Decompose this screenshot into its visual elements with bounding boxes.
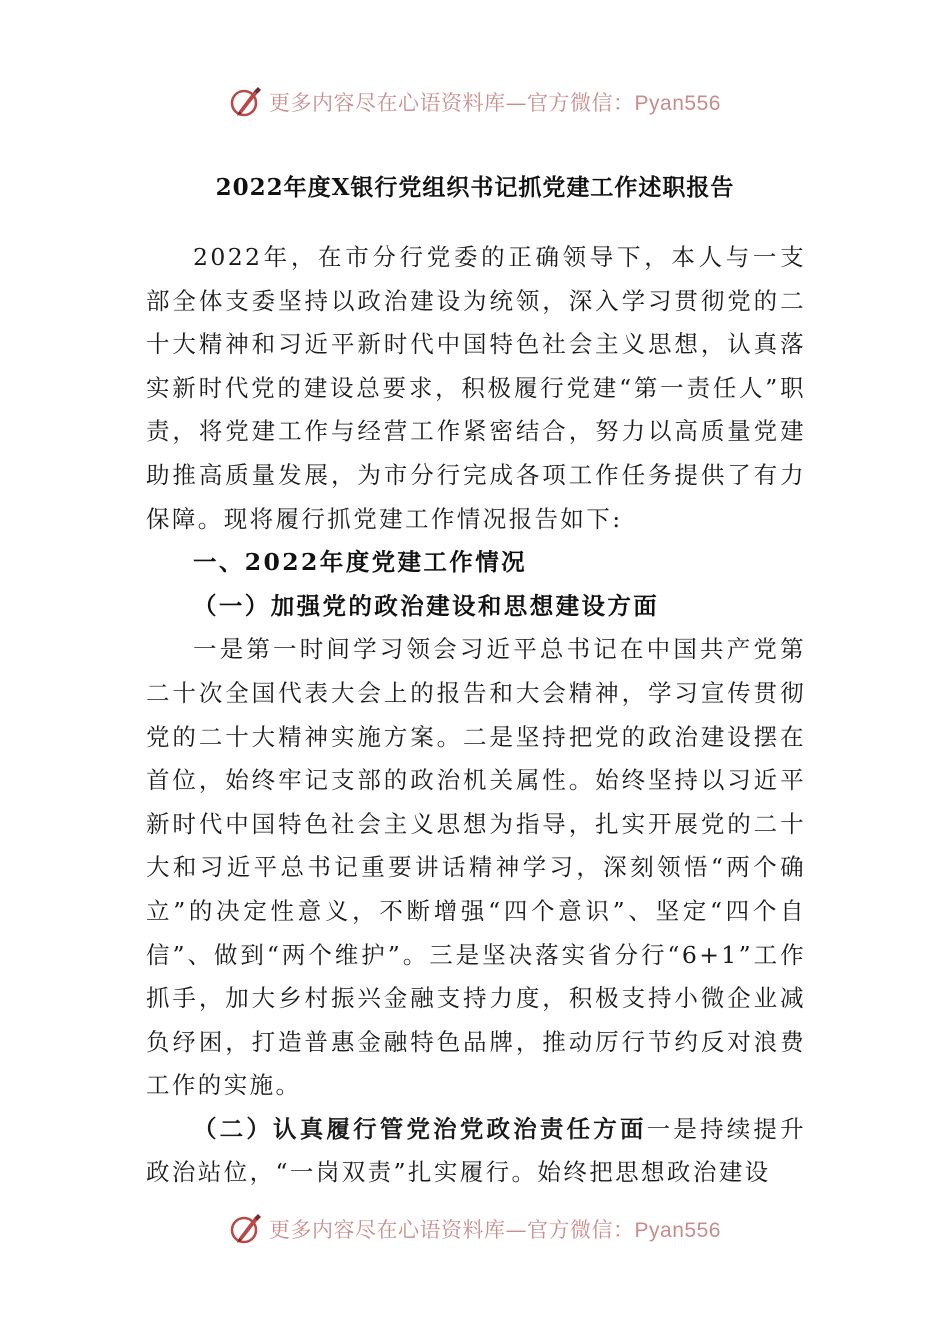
watermark-header — [0, 80, 950, 124]
pen-logo-icon — [229, 85, 263, 119]
section-heading: 一、2022年度党建工作情况 — [193, 548, 528, 577]
intro-paragraph: 2022年，在市分行党委的正确领导下，本人与一支部全体支委坚持以政治建设为统领，深入学习贯彻党的二十大精神和习近平新时代中国特色社会主义思想，认真落实新时代党的建设总要求，积极履行党建“第一责任人”职责，将党建工作与经营工作紧密结合，努力以高质量党建助推高质量发展，为市分行完成各项工作任务提供了有力保障。现将履行抓党建工作情况报告如下: — [146, 243, 806, 533]
document-body — [146, 236, 806, 1195]
subsection-paragraph-2 — [146, 1108, 806, 1195]
subsection-heading-inline: （二）认真履行管党治党政治责任方面 — [193, 1114, 647, 1143]
watermark-footer — [0, 1207, 950, 1251]
subsection-text: 一是持续提升政治站位，“一岗双责”扎实履行。始终把思想政治建设 — [146, 1114, 806, 1187]
pen-logo-icon — [229, 1212, 263, 1246]
watermark-text: 更多内容尽在心语资料库—官方微信：Pyan556 — [269, 91, 721, 115]
document-title: 2022年度X银行党组织书记抓党建工作述职报告 — [215, 174, 735, 201]
watermark-text: 更多内容尽在心语资料库—官方微信：Pyan556 — [269, 1218, 721, 1242]
subsection-heading: （一）加强党的政治建设和思想建设方面 — [193, 591, 660, 620]
subsection-paragraph: 一是第一时间学习领会习近平总书记在中国共产党第二十次全国代表大会上的报告和大会精神，学习宣传贯彻党的二十大精神实施方案。二是坚持把党的政治建设摆在首位，始终牢记支部的政治机关属性。始终坚持以习近平新时代中国特色社会主义思想为指导，扎实开展党的二十大和习近平总书记重要讲话精神学习，深刻领悟“两个确立”的决定性意义，不断增强“四个意识”、坚定“四个自信”、做到“两个维护”。三是坚决落实省分行“6+1”工作抓手，加大乡村振兴金融支持力度，积极支持小微企业减负纾困，打造普惠金融特色品牌，推动厉行节约反对浪费工作的实施。 — [146, 635, 806, 1100]
